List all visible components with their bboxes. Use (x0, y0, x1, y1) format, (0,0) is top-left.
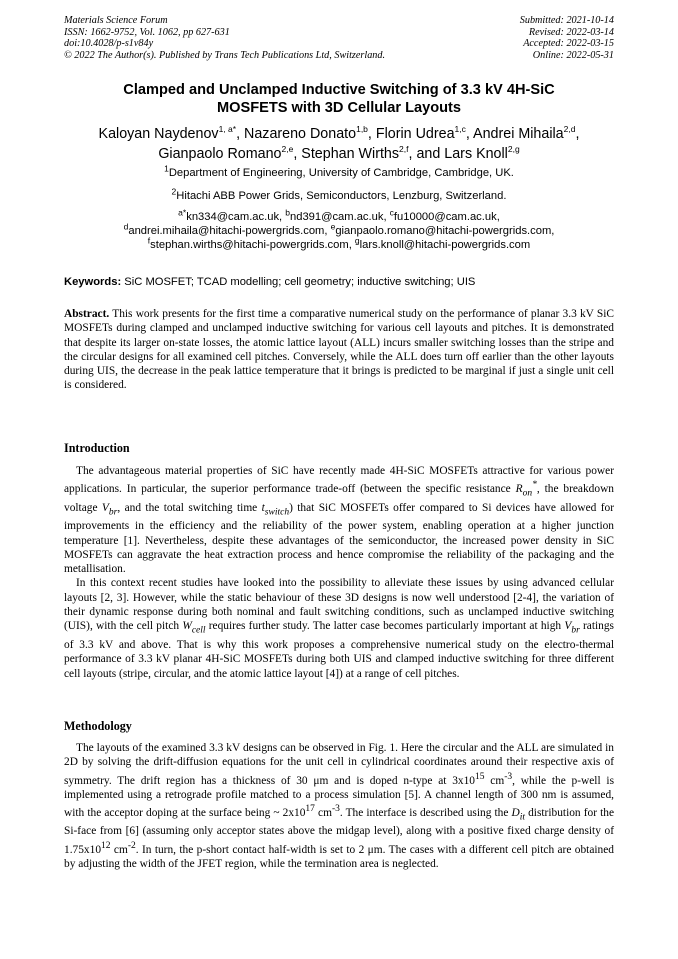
title-line-2: MOSFETS with 3D Cellular Layouts (216, 99, 462, 116)
email-line-2 (30, 221, 648, 239)
author-name: Stephan Wirths (301, 146, 400, 162)
exponent: -2 (127, 840, 136, 851)
email-mark: f (147, 234, 151, 245)
author-separator: , (293, 146, 302, 162)
symbol-base: W (182, 620, 192, 633)
symbol-subscript: br (571, 625, 580, 636)
text-run: . The interface is described using the (339, 806, 512, 819)
intro-paragraph-2 (64, 576, 614, 680)
journal-header-right (520, 15, 614, 61)
author-separator: , and (408, 146, 445, 162)
author-name: Lars Knoll (444, 146, 508, 162)
exponent: -3 (331, 803, 340, 814)
copyright-line: © 2022 The Author(s). Published by Trans Tech Publications Ltd, Switzerland. (64, 49, 386, 61)
author-affil-mark: 1, a* (218, 124, 237, 135)
exponent: 17 (305, 803, 315, 814)
symbol-subscript: it (519, 812, 526, 823)
author-affil-mark: 2,g (507, 144, 520, 155)
symbol-superscript: * (532, 480, 537, 491)
abstract (64, 307, 614, 393)
author-separator: , (575, 126, 580, 142)
email-address: kn334@cam.ac.uk, (186, 211, 286, 223)
text-run: In this context recent studies have looked into the possibility to alleviate these issues by using advanced cellular layouts [2, 3]. However, while the static behaviour of these 3D designs is now well understood [2-4], the variation of their dynamic response during both nominal and fault switching conditions, such as unclamped inductive switching (UIS), with the cell pitch (64, 577, 614, 633)
journal-name: Materials Science Forum (64, 15, 168, 26)
text-run: ratings of 3.3 kV and above. That is why this work proposes a comprehensive numerical study on the electro-thermal performance of 3.3 kV planar 4H-SiC MOSFETs during both UIS and clamped inductive switching for three different cell layouts (stripe, circular, and the atomic lattice layout [4]) at a range of cell pitches. (64, 620, 614, 680)
email-line-3 (30, 234, 648, 253)
symbol-vbr (101, 501, 118, 517)
author-affil-mark: 2,e (281, 144, 294, 155)
doi-line: doi:10.4028/p-s1v84y (64, 38, 154, 50)
title-line-1: Clamped and Unclamped Inductive Switching of 3.3 kV 4H-SiC (123, 82, 555, 98)
keywords-text: SiC MOSFET; TCAD modelling; cell geometry; inductive switching; UIS (121, 276, 476, 288)
symbol-dit (511, 806, 526, 823)
email-address: nd391@cam.ac.uk, (290, 211, 390, 223)
affiliation-text: Department of Engineering, University of Cambridge, Cambridge, UK. (168, 167, 514, 179)
email-address: fu10000@cam.ac.uk, (393, 211, 500, 223)
affiliation-1 (30, 163, 648, 181)
section-heading-methodology: Methodology (64, 719, 132, 733)
text-run: cm (484, 774, 505, 787)
email-mark: c (389, 207, 394, 218)
author-emails (30, 207, 648, 252)
text-run: ) that SiC MOSFETs offer compared to Si devices have allowed for improvements in the efficiency and the reliability of the power system, enabling operation at a higher junction temperature [1]. Nevertheless, despite these advantages of the semiconductor, the increased power density in SiC MOSFETs can aggravate the heat extraction process and hence compromise the reliability of the packaging and the metallisation. (64, 501, 614, 576)
accepted-date: Accepted: 2022-03-15 (523, 38, 614, 50)
symbol-subscript: cell (191, 625, 206, 636)
text-run: , while the p-well is implemented using a retrograde profile matched to a process simulation [5]. A channel length of 300 nm is assumed, with the acceptor doping at the surface being ~ 2x10 (64, 774, 614, 819)
symbol-base: R (515, 483, 523, 496)
symbol-base: V (101, 501, 109, 514)
section-heading-introduction: Introduction (64, 441, 130, 455)
text-run: . In turn, the p-short contact half-width is set to 2 μm. The cases with a different cell pitch are obtained by adjusting the width of the JFET region, while the termination area is neglected. (64, 843, 614, 870)
paper-title (40, 82, 638, 117)
author-name: Kaloyan Naydenov (98, 126, 219, 142)
abstract-label: Abstract. (64, 308, 110, 320)
email-address: stephan.wirths@hitachi-powergrids.com, (150, 238, 355, 251)
email-mark: a* (178, 207, 187, 218)
exponent: 15 (475, 771, 485, 782)
author-name: Florin Udrea (375, 126, 455, 142)
author-affil-mark: 1,c (454, 124, 466, 135)
email-mark: b (285, 207, 290, 218)
text-run: cm (314, 806, 332, 819)
email-mark: e (330, 221, 336, 232)
methodology-body (64, 741, 614, 871)
email-mark: g (354, 234, 360, 245)
text-run: requires further study. The latter case becomes particularly important at high (205, 620, 565, 633)
intro-paragraph-1 (64, 464, 614, 576)
email-mark: d (123, 221, 129, 232)
author-list (30, 124, 648, 164)
introduction-body (64, 464, 614, 681)
issn-line: ISSN: 1662-9752, Vol. 1062, pp 627-631 (64, 26, 230, 38)
author-affil-mark: 2,f (399, 144, 409, 155)
author-name: Andrei Mihaila (473, 126, 564, 142)
symbol-subscript: on (522, 488, 533, 499)
author-line-1 (30, 124, 648, 144)
journal-header-left (64, 15, 385, 61)
author-separator: , (367, 126, 376, 142)
abstract-paragraph (64, 307, 614, 393)
author-line-2 (30, 144, 648, 164)
keywords-label: Keywords: (64, 276, 122, 288)
text-run: The layouts of the examined 3.3 kV designs can be observed in Fig. 1. Here the circular and the ALL are simulated in 2D by solving the drift-diffusion equations for the unit cell in cylindrical coordinates around their respective axis of symmetry. The drift region has a thickness of 30 μm and is doped n-type at 3x10 (64, 742, 614, 787)
email-address: andrei.mihaila@hitachi-powergrids.com, (128, 224, 331, 237)
symbol-subscript: br (108, 506, 118, 517)
symbol-wcell (182, 620, 206, 636)
text-run: distribution for the Si-face from [6] (assuming only acceptor states above the midgap level), along with a positive fixed charge density of 1.75x10 (64, 806, 614, 856)
exponent: -3 (504, 771, 513, 782)
symbol-base: V (564, 620, 572, 633)
author-name: Nazareno Donato (244, 126, 357, 142)
author-name: Gianpaolo Romano (158, 146, 282, 162)
author-separator: , (465, 126, 474, 142)
symbol-subscript: switch (264, 506, 290, 517)
symbol-tswitch (261, 501, 290, 517)
text-run: , the breakdown voltage (64, 483, 614, 514)
text-run: The advantageous material properties of SiC have recently made 4H-SiC MOSFETs attractive for various power applications. In particular, the superior performance trade-off (between the specific resistance (64, 465, 614, 496)
email-address: lars.knoll@hitachi-powergrids.com (359, 238, 531, 251)
symbol-base: t (261, 501, 265, 514)
symbol-base: D (511, 806, 520, 819)
email-address: gianpaolo.romano@hitachi-powergrids.com, (335, 224, 555, 237)
methodology-paragraph-1 (64, 741, 614, 871)
online-date: Online: 2022-05-31 (532, 49, 614, 61)
affiliation-text: Hitachi ABB Power Grids, Semiconductors, Lenzburg, Switzerland. (176, 190, 507, 202)
author-affil-mark: 2,d (563, 124, 576, 135)
affiliation-mark: 1 (164, 163, 169, 174)
author-affil-mark: 1,b (356, 124, 368, 135)
author-separator: , (236, 126, 245, 142)
symbol-ron (515, 480, 537, 499)
abstract-text: This work presents for the first time a comparative numerical study on the performance of planar 3.3 kV SiC MOSFETs during clamped and unclamped inductive switching for various cell layouts and pitches. It is demonstrated that despite its larger on-state losses, the atomic lattice layout (ALL) incurs smaller switching losses than the stripe and the circular designs for all examined cell pitches. Conversely, while the ALL does turn off earlier than the other layouts during UIS, the decrease in the peak lattice temperature that it brings is predicted to be marginal if just a single unit cell is considered. (64, 308, 614, 392)
text-run: , and the total switching time (117, 501, 262, 514)
submitted-date: Submitted: 2021-10-14 (519, 15, 614, 26)
text-run: cm (110, 843, 128, 856)
exponent: 12 (101, 840, 111, 851)
affiliation-2 (30, 186, 648, 204)
keywords (64, 275, 624, 289)
revised-date: Revised: 2022-03-14 (528, 26, 614, 38)
symbol-vbr (564, 620, 580, 636)
affiliation-mark: 2 (171, 186, 177, 197)
